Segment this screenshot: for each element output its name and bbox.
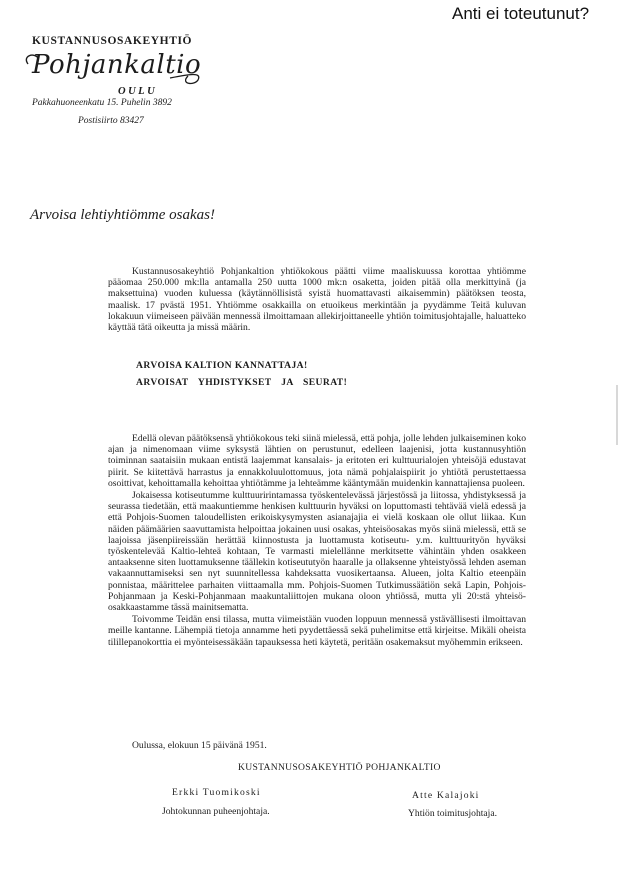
- letterhead-company: KUSTANNUSOSAKEYHTIÖ: [32, 35, 193, 47]
- salutation: Arvoisa lehtiyhtiömme osakas!: [30, 207, 215, 223]
- signatory-1-title: Johtokunnan puheenjohtaja.: [162, 806, 270, 817]
- letterhead-address: Pakkahuoneenkatu 15. Puhelin 3892: [32, 98, 172, 108]
- paragraph-4: Toivomme Teidän ensi tilassa, mutta viimeistään vuoden loppuun mennessä ystävällisesti ilmoittavan meille kantanne. Lähempiä tietoja annamme heti pyydettäessä sekä puhelimitse että kirjeitse. Mikäli oheista tilillepanokorttia ei myönteisessäkään tapauksessa heti käytetä, peritään osakemaksut myöhemmin erikseen.: [108, 614, 526, 648]
- signatory-2-name: Atte Kalajoki: [412, 790, 480, 801]
- address-line-2: ARVOISAT YHDISTYKSET JA SEURAT!: [136, 377, 348, 388]
- signature-company: KUSTANNUSOSAKEYHTIÖ POHJANKALTIO: [238, 762, 441, 773]
- paragraph-3: Jokaisessa kotiseutumme kulttuuririntamassa työskentelevässä järjestössä ja liitossa, yhdistyksessä ja seurassa tiedetään, että maakuntiemme henkisen kulttuurin hyväksi on loputtomasti tehtävää vielä edessä ja että Pohjois-Suomen taloudellisten erikoiskysymysten asianajajia ei vielä koskaan ole ollut liikaa. Kun näiden päämäärien saavuttamista helpoittaa jokainen uusi osakas, yhteisöosakas myös siinä mielessä, että se laajoissa jäsenpiireissään herättää kiinnostusta ja luottamusta kotiseutu- y.m. kulttuurityön hyväksi työskentelevää Kaltio-lehteä kohtaan, Te varmasti mielellänne merkitsette vähintäin yhden osakkeen antaaksenne siten luottamuksenne täällekin kotiseututyön haaralle ja ollaksenne yhteistyössä lehden aseman vakaannuttamiseksi sen nyt suunnitellessa kahdeksatta vuosikertaansa. Alueen, jolta Kaltio eteenpäin ponnistaa, määrittelee parhaiten viittaamalla mm. Pohjois-Suomen Tutkimussäätiön sekä Lapin, Pohjois-Pohjanmaan ja Keski-Pohjanmaan maakuntaliittojen mukana oloon yhtiössä, mutta yli 20:stä yhteisö-osakkaastamme tässä mainitsematta.: [108, 490, 526, 614]
- signatory-1-name: Erkki Tuomikoski: [172, 787, 261, 798]
- address-line-1: ARVOISA KALTION KANNATTAJA!: [136, 360, 308, 371]
- letterhead-postal-account: Postisiirto 83427: [78, 116, 144, 126]
- paragraph-2: Edellä olevan päätöksensä yhtiökokous teki siinä mielessä, että pohja, jolle lehden julkaiseminen koko ajan ja nimenomaan viime syksystä lähtien on perustunut, edelleen laajenisi, jotta kustannusyhtiön toiminnan saataisiin mukaan entistä laajemmat kansalais- ja eritoten eri kulttuurialojen yhteisöjä edustavat piirit. Se kiitettävä harrastus ja ennakkoluulottomuus, jota nämä pohjalaispiirit jo yhtiötä perustettaessa osoittivat, kehoittamalla kehoittaa yhtiötämme ja lehteämme kääntymään muidenkin kannattajiensa puoleen.: [108, 433, 526, 489]
- letterhead-city: OULU: [118, 86, 158, 97]
- letter-body: [108, 433, 526, 649]
- date-line: Oulussa, elokuun 15 päivänä 1951.: [132, 740, 267, 751]
- paragraph-1: [108, 266, 526, 334]
- paragraph-1-text: Kustannusosakeyhtiö Pohjankaltion yhtiökokous päätti viime maaliskuussa korottaa yhtiömme pääomaa 250.000 mk:lla antamalla 250 uutta 1000 mk:n osaketta, joiden pitää olla merkittyinä (ja maksettuina) vuoden kuluessa (käytännöllisistä syistä huomattavasti aikaisemmin) päätöksen teosta, maalisk. 17 pvästä 1951. Yhtiömme osakkailla on etuoikeus merkintään ja pyydämme Teitä kuluvan lokakuun viimeiseen päivään mennessä ilmoittamaan allekirjoittaneelle yhtiön toimitusjohtajalle, haluatteko käyttää tätä oikeutta ja missä määrin.: [108, 266, 526, 334]
- signatory-2-title: Yhtiön toimitusjohtaja.: [408, 808, 498, 819]
- logo-swirl-icon: [20, 50, 220, 90]
- letterhead-logo: Pohjankaltio: [32, 50, 202, 80]
- scan-edge-mark: [616, 385, 618, 445]
- handwritten-note: Anti ei toteutunut?: [452, 4, 590, 23]
